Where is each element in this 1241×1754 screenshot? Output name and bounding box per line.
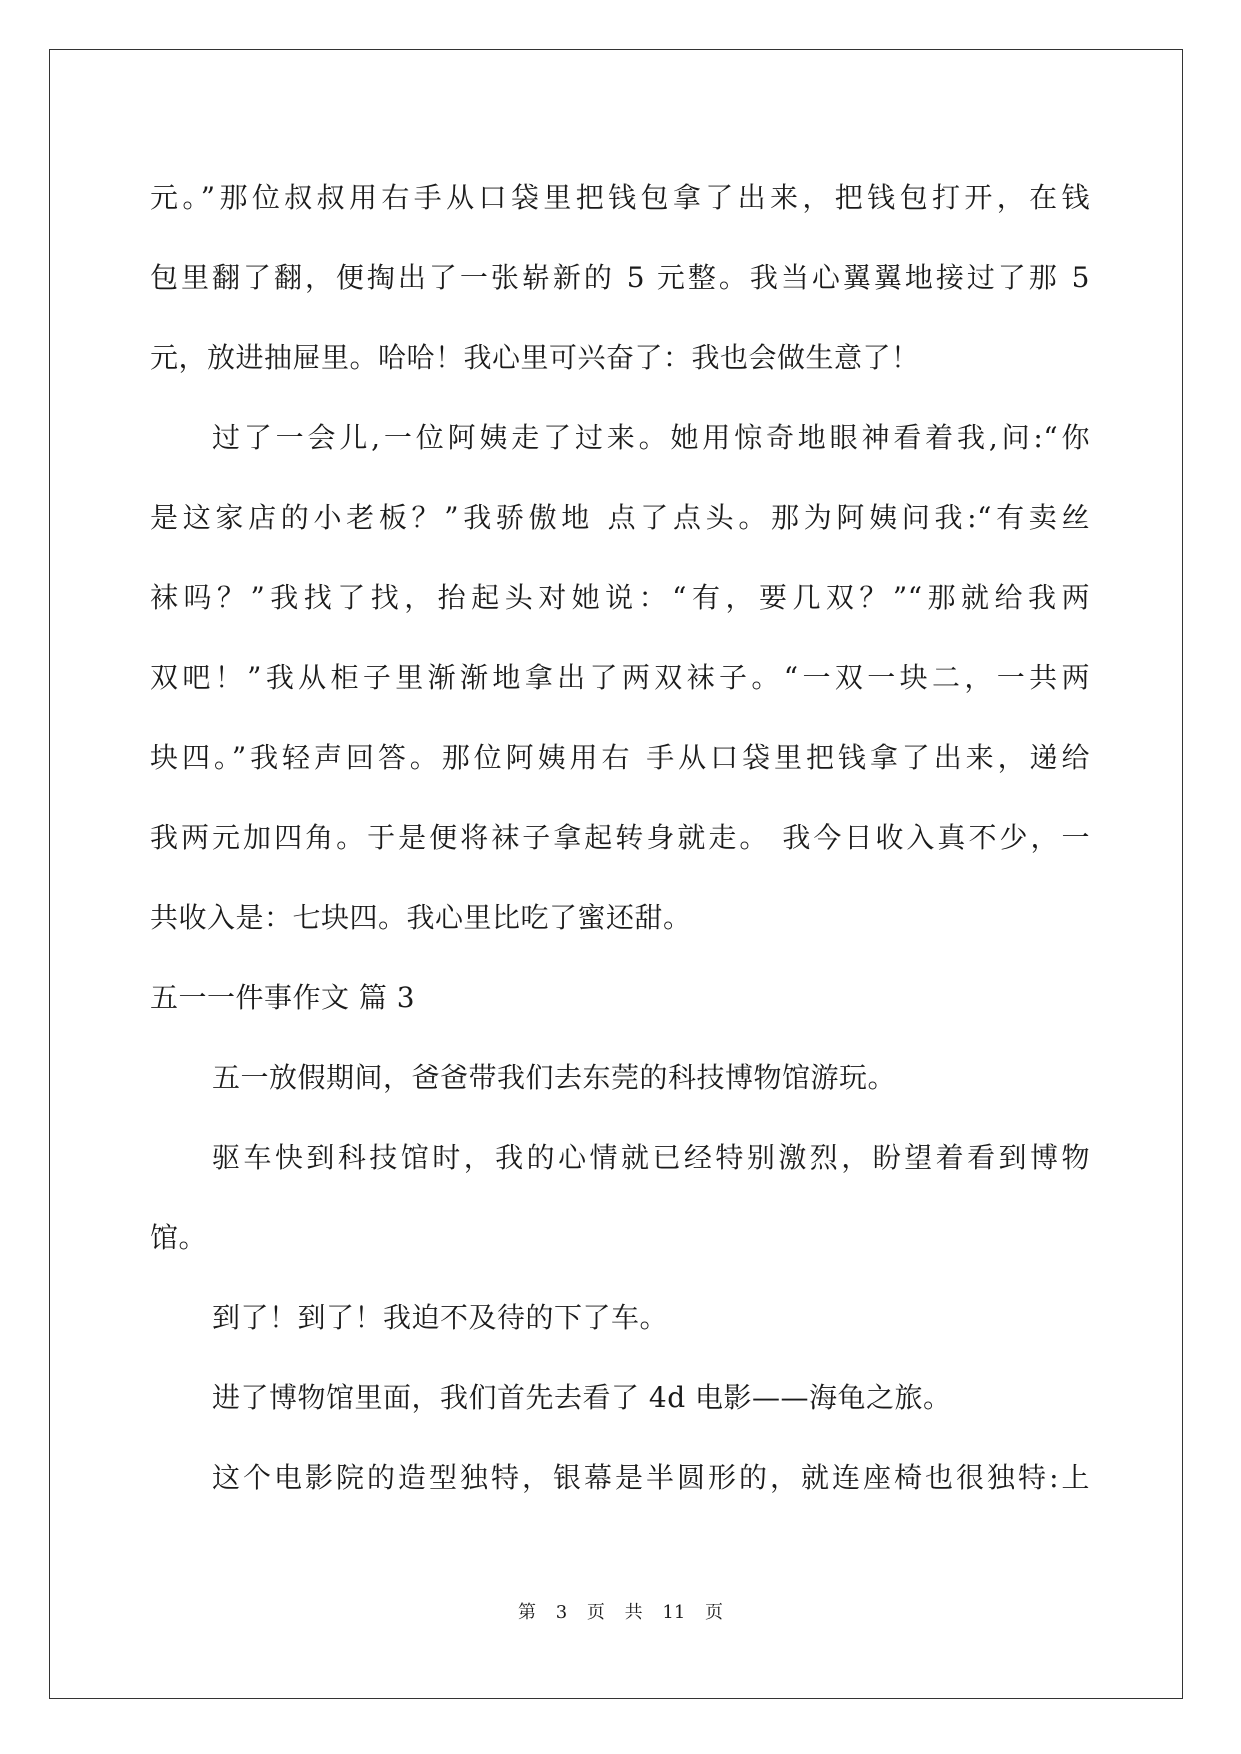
text-line: 共收入是：七块四。我心里比吃了蜜还甜。 (150, 901, 692, 934)
text-line: 块四。”我轻声回答。那位阿姨用右 手从口袋里把钱拿了出来，递给 (150, 741, 1090, 774)
page-total: 共 11 页 (624, 1602, 723, 1623)
text-line: 驱车快到科技馆时，我的心情就已经特别激烈，盼望着看到博物 (212, 1141, 1090, 1174)
section-heading: 五一一件事作文 篇 3 (150, 981, 416, 1014)
page-footer (0, 1598, 1241, 1624)
text-line: 袜吗？”我找了找，抬起头对她说：“有，要几双？”“那就给我两 (150, 581, 1090, 614)
text-line: 五一放假期间，爸爸带我们去东莞的科技博物馆游玩。 (212, 1061, 897, 1094)
text-line: 进了博物馆里面，我们首先去看了 4d 电影——海龟之旅。 (212, 1381, 952, 1414)
text-line: 双吧！”我从柜子里渐渐地拿出了两双袜子。“一双一块二，一共两 (150, 661, 1090, 694)
text-line: 元。”那位叔叔用右手从口袋里把钱包拿了出来，把钱包打开，在钱 (150, 181, 1090, 214)
text-line: 我两元加四角。于是便将袜子拿起转身就走。 我今日收入真不少，一 (150, 821, 1090, 854)
text-line: 元，放进抽屉里。哈哈！我心里可兴奋了：我也会做生意了！ (150, 341, 920, 374)
document-body (150, 158, 1090, 1518)
text-line: 到了！到了！我迫不及待的下了车。 (212, 1301, 669, 1334)
text-line: 过了一会儿,一位阿姨走了过来。她用惊奇地眼神看着我,问:“你 (212, 421, 1090, 454)
text-line: 馆。 (150, 1221, 208, 1254)
text-line: 包里翻了翻，便掏出了一张崭新的 5 元整。我当心翼翼地接过了那 5 (150, 261, 1090, 294)
page-number: 第 3 页 (518, 1602, 605, 1623)
text-line: 这个电影院的造型独特，银幕是半圆形的，就连座椅也很独特:上 (212, 1461, 1090, 1494)
text-line: 是这家店的小老板？”我骄傲地 点了点头。那为阿姨问我:“有卖丝 (150, 501, 1090, 534)
